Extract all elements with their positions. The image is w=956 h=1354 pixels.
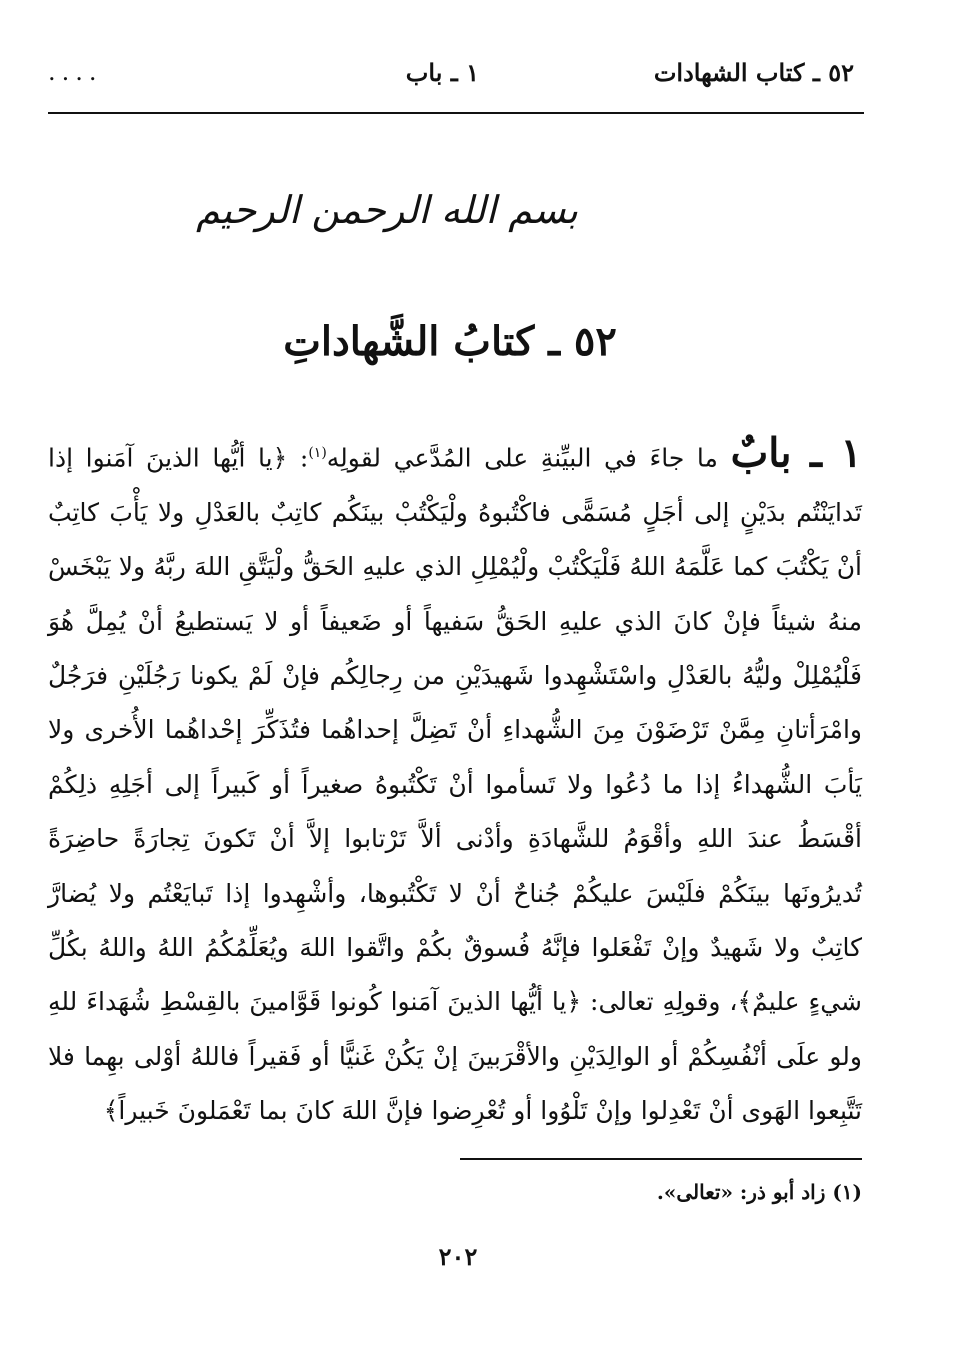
footnote-marker[interactable]: (١): [308, 445, 327, 461]
basmala: بسم الله الرحمن الرحيم: [196, 188, 578, 232]
header-dots: ....: [48, 58, 103, 86]
footnote-rule: [460, 1158, 862, 1160]
body-text: [48, 426, 862, 1139]
bab-heading: ١ ـ بابٌ: [730, 429, 862, 477]
bab-intro: ما جاءَ في البيِّنةِ على المُدَّعي لقولِه: [326, 443, 731, 473]
page-number: ٢٠٢: [438, 1242, 478, 1271]
running-header: [48, 58, 864, 98]
header-chapter-title: ٥٢ ـ كتاب الشهادات: [653, 58, 854, 87]
quran-verse-text: : ﴿يا أيُّها الذينَ آمَنوا إذا تَدايَنْتُم بدَيْنٍ إلى أجَلٍ مُسَمًّى فاكْتُبوهُ ولْيَكْتُبْ بينَكُم كاتِبٌ بالعَدْلِ ولا يَأْبَ كاتِبٌ أنْ يَكْتُبَ كما عَلَّمَهُ اللهُ فَلْيَكْتُبْ ولْيُمْلِلِ الذي عليهِ الحَقُّ ولْيَتَّقِ اللهَ ربَّهُ ولا يَبْخَسْ منهُ شيئاً فإنْ كانَ الذي عليهِ الحَقُّ سَفيهاً أو ضَعيفاً أو لا يَستطيعُ أنْ يُمِلَّ هُوَ فَلْيُمْلِلْ وليُّهُ بالعَدْلِ واسْتَشْهِدوا شَهيدَيْنِ من رِجالِكُم فإنْ لَمْ يكونا رَجُلَيْنِ فرَجُلٌ وامْرَأتانِ مِمَّنْ تَرْضَوْنَ مِنَ الشُّهداءِ أنْ تَضِلَّ إحداهُما فتُذَكِّرَ إحْداهُما الأُخرى ولا يَأبَ الشُّهداءُ إذا ما دُعُوا ولا تَسأموا أنْ تَكْتُبوهُ صغيراً أو كَبيراً إلى أجَلِهِ ذلِكُمْ أقْسَطُ عندَ اللهِ وأقْوَمُ للشَّهادَةِ وأدْنى ألاَّ تَرْتابوا إلاَّ أنْ تَكونَ تِجارَةً حاضِرَةً تُديرُونَها بينَكُمْ فلَيْسَ عليكُمْ جُناحٌ أنْ لا تَكْتُبوها، وأشْهِدوا إذا تَبايَعْتُم ولا يُضارَّ كاتِبٌ ولا شَهيدٌ وإنْ تَفْعَلوا فإنَّهُ فُسوقٌ بكُمْ واتَّقوا اللهَ ويُعَلِّمُكُمُ اللهُ واللهُ بكُلِّ شيءٍ عليمٌ﴾، وقولِهِ تعالى: ﴿يا أيُّها الذينَ آمَنوا كُونوا قَوَّامينَ بالقِسْطِ شُهَداءَ للهِ ولو علَى أنْفُسِكُمْ أو الوالِدَيْنِ والأقْرَبينَ إنْ يَكُنْ غَنيًّا أو فَقيراً فاللهُ أوْلى بهِما فلا تَتَّبِعوا الهَوى أنْ تَعْدِلوا وإنْ تَلْوُوا أو تُعْرِضوا فإنَّ اللهَ كانَ بما تَعْمَلونَ خَبيراً﴾: [48, 443, 863, 1126]
footnote: (١) زاد أبو ذر: «تعالى».: [656, 1180, 862, 1204]
header-rule: [48, 112, 864, 114]
header-section-title: ١ ـ باب: [405, 58, 479, 87]
book-title: ٥٢ ـ كتابُ الشَّهاداتِ: [283, 318, 617, 365]
